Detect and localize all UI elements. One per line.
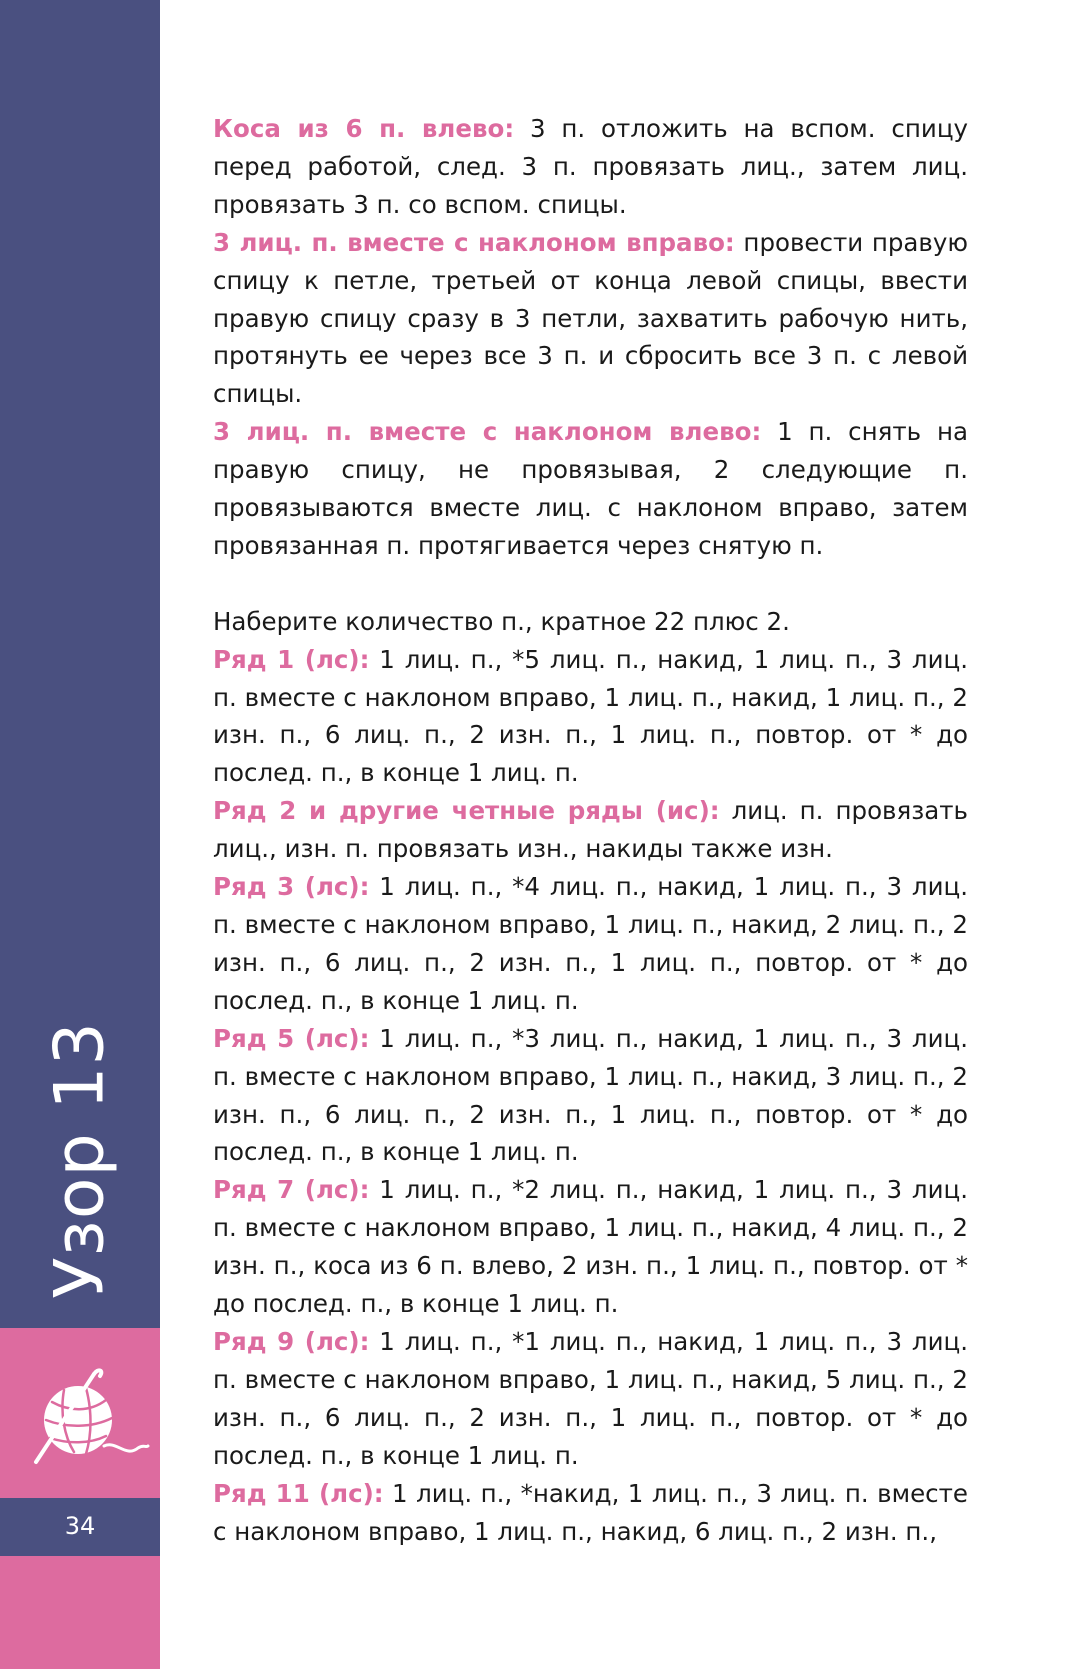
row-instruction: [213, 868, 968, 1020]
definition-text: провести правую спицу к петле, третьей от конца левой спицы, ввести правую спицу сразу в 3 петли, захватить рабочую нить, протянуть ее через все 3 п. и сбросить все 3 п. с левой спицы.: [213, 227, 968, 409]
sidebar: [0, 0, 160, 1669]
sidebar-bottom-band: [0, 1556, 160, 1669]
row-text: 1 лиц. п., *5 лиц. п., накид, 1 лиц. п., 3 лиц. п. вместе с наклоном вправо, 1 лиц. п., накид, 1 лиц. п., 2 изн. п., 6 лиц. п., 2 изн. п., 1 лиц. п., повтор. от * до послед. п., в конце 1 лиц. п.: [213, 644, 968, 788]
row-label: Ряд 5 (лс):: [213, 1023, 370, 1053]
row-label: Ряд 2 и другие четные ряды (ис):: [213, 796, 720, 826]
pattern-title: Узор 13: [40, 1021, 120, 1299]
row-text: 1 лиц. п., *3 лиц. п., накид, 1 лиц. п., 3 лиц. п. вместе с наклоном вправо, 1 лиц. п., накид, 3 лиц. п., 2 изн. п., 6 лиц. п., 2 изн. п., 1 лиц. п., повтор. от * до послед. п., в конце 1 лиц. п.: [213, 1023, 968, 1167]
definition-text: 1 п. снять на правую спицу, не провязывая, 2 следующие п. провязываются вместе лиц. с наклоном вправо, затем провязанная п. протягивается через снятую п.: [213, 417, 968, 560]
row-label: Ряд 1 (лс):: [213, 644, 370, 674]
row-text: лиц. п. провязать лиц., изн. п. провязать изн., накиды также изн.: [213, 796, 968, 864]
row-label: Ряд 11 (лс):: [213, 1478, 384, 1508]
row-instruction: [213, 792, 968, 868]
row-text: 1 лиц. п., *накид, 1 лиц. п., 3 лиц. п. вместе с наклоном вправо, 1 лиц. п., накид, 6 лиц. п., 2 изн. п.,: [213, 1478, 968, 1546]
row-instruction: [213, 1323, 968, 1475]
row-label: Ряд 7 (лс):: [213, 1175, 370, 1205]
row-instruction: [213, 1475, 968, 1551]
row-text: 1 лиц. п., *4 лиц. п., накид, 1 лиц. п., 3 лиц. п. вместе с наклоном вправо, 1 лиц. п., накид, 2 лиц. п., 2 изн. п., 6 лиц. п., 2 изн. п., 1 лиц. п., повтор. от * до послед. п., в конце 1 лиц. п.: [213, 872, 968, 1015]
page-number: 34: [64, 1512, 96, 1540]
row-text: 1 лиц. п., *2 лиц. п., накид, 1 лиц. п., 3 лиц. п. вместе с наклоном вправо, 1 лиц. п., накид, 4 лиц. п., 2 изн. п., коса из 6 п. влево, 2 изн. п., 1 лиц. п., повтор. от * до послед. п., в конце 1 лиц. п.: [213, 1175, 968, 1319]
yarn-ball-crochet-hook-icon: [30, 1362, 150, 1472]
definition-term: 3 лиц. п. вместе с наклоном вправо:: [213, 227, 735, 257]
definition-decrease-left: [213, 413, 968, 565]
row-text: 1 лиц. п., *1 лиц. п., накид, 1 лиц. п., 3 лиц. п. вместе с наклоном вправо, 1 лиц. п., накид, 5 лиц. п., 2 изн. п., 6 лиц. п., 2 изн. п., 1 лиц. п., повтор. от * до послед. п., в конце 1 лиц. п.: [213, 1326, 968, 1470]
definition-text: 3 п. отложить на вспом. спицу перед работой, след. 3 п. провязать лиц., затем лиц. провязать 3 п. со вспом. спицы.: [213, 114, 969, 219]
definition-term: 3 лиц. п. вместе с наклоном влево:: [213, 417, 762, 447]
paragraph-gap: [213, 565, 968, 603]
row-instruction: [213, 1171, 968, 1323]
definition-decrease-right: [213, 224, 968, 414]
definition-braid: [213, 110, 968, 224]
pattern-instructions: [213, 110, 968, 1550]
row-label: Ряд 9 (лс):: [213, 1326, 370, 1356]
cast-on-instruction: Наберите количество п., кратное 22 плюс 2.: [213, 606, 790, 636]
row-instruction: [213, 641, 968, 793]
row-label: Ряд 3 (лс):: [213, 872, 370, 902]
row-instruction: [213, 1020, 968, 1172]
definition-term: Коса из 6 п. влево:: [213, 114, 515, 143]
